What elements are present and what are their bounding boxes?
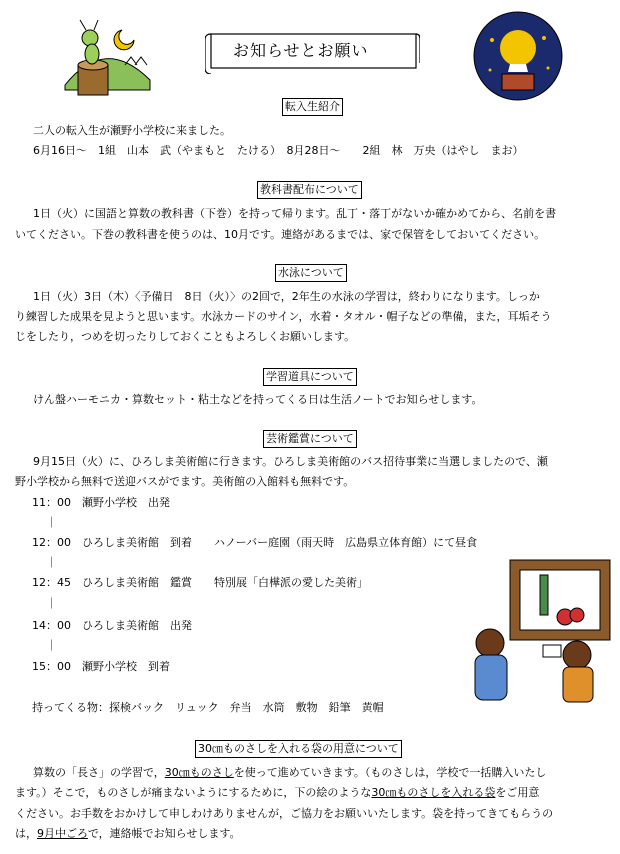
bag-line-2: ます。）そこで，ものさしが痛まないようにするために，下の絵のような30㎝ものさしを入れる袋をご用意	[15, 786, 540, 799]
schedule-connector: ｜	[46, 556, 57, 569]
tools-line-1: けん盤ハーモニカ・算数セット・粘土などを持ってくる日は生活ノートでお知らせします。	[33, 393, 483, 406]
schedule-item: 11：00 瀬野小学校 出発	[32, 496, 170, 509]
bag-line-1: 算数の「長さ」の学習で，30㎝ものさしを使って進めていきます。（ものさしは，学校で一括購入いたし	[33, 766, 547, 779]
schedule-connector: ｜	[46, 516, 57, 529]
bag-line-4: は，9月中ごろで，連絡帳でお知らせします。	[15, 827, 241, 840]
schedule-item: 12：45 ひろしま美術館 鑑賞 特別展「白樺派の愛した美術」	[32, 576, 368, 589]
section-header-swim: 水泳について	[275, 264, 347, 282]
textbook-line-1: 1日（火）に国語と算数の教科書（下巻）を持って帰ります。乱丁・落丁がないか確かめてから、名前を書	[33, 207, 557, 220]
schedule-item: 12：00 ひろしま美術館 到着 ハノーバー庭園（雨天時 広島県立体育館）にて昼食	[32, 536, 478, 549]
swim-line-2: り練習した成果を見ようと思います。水泳カードのサイン，水着・タオル・帽子などの準備，また，耳垢そう	[15, 310, 552, 323]
swim-line-3: じをしたり，つめを切ったりしておくこともよろしくお願いします。	[15, 330, 356, 343]
schedule-connector: ｜	[46, 639, 57, 652]
schedule-item: 14：00 ひろしま美術館 出発	[32, 619, 192, 632]
swim-line-1: 1日（火）3日（木）〈予備日 8日（火）〉の2回で，2年生の水泳の学習は，終わりになります。しっか	[33, 290, 540, 303]
transfer-text: 二人の転入生が瀬野小学校に来ました。	[33, 124, 231, 137]
art-line-1: 9月15日（火）に、ひろしま美術館に行きます。ひろしま美術館のバス招待事業に当選しましたので、瀬	[33, 455, 548, 468]
page-title: お知らせとお願い	[233, 41, 369, 60]
section-header-art: 芸術鑑賞について	[263, 430, 357, 448]
section-header-textbook: 教科書配布について	[257, 181, 362, 199]
items-to-bring: 持ってくる物：探検バック リュック 弁当 水筒 敷物 鉛筆 黄帽	[32, 701, 384, 714]
art-line-2: 野小学校から無料で送迎バスがでます。美術館の入館料も無料です。	[15, 475, 355, 488]
schedule-item: 15：00 瀬野小学校 到着	[32, 660, 170, 673]
transfer-students: 6月16日～ 1組 山本 武（やまもと たける） 8月28日～ 2組 林 万央（はやし まお）	[33, 144, 524, 157]
bag-line-3: ください。お手数をおかけして申しわけありませんが，ご協力をお願いいたします。袋を持ってきてもらうの	[15, 807, 554, 820]
insect-violin-illustration	[50, 10, 170, 105]
moon-rabbit-illustration	[472, 10, 564, 102]
schedule-connector: ｜	[46, 597, 57, 610]
section-header-transfer: 転入生紹介	[282, 98, 343, 116]
section-header-tools: 学習道具について	[263, 368, 357, 386]
museum-children-illustration	[465, 555, 615, 705]
textbook-line-2: いてください。下巻の教科書を使うのは、10月です。連絡があるまでは、家で保管をしておいてください。	[15, 228, 546, 241]
section-header-bag: 30㎝ものさしを入れる袋の用意について	[195, 740, 402, 758]
